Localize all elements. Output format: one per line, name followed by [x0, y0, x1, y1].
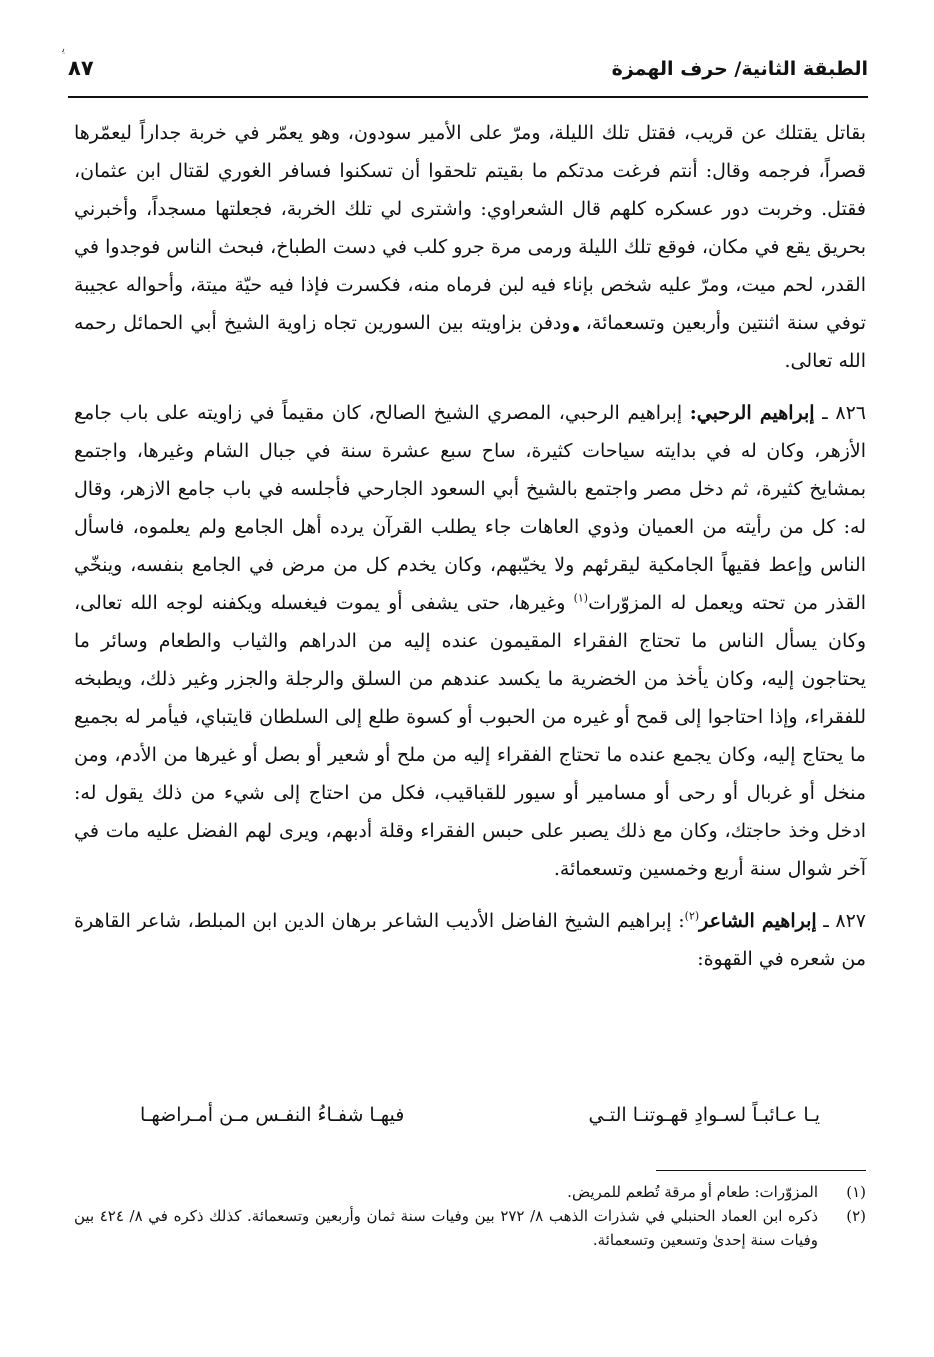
footnote-rule [656, 1170, 866, 1171]
poem-verse [140, 1104, 820, 1144]
page-number: ٨٧ [68, 56, 94, 80]
header-rule [68, 96, 868, 98]
footnote-1 [74, 1180, 866, 1204]
paragraph-text: بقاتل يقتلك عن قريب، فقتل تلك الليلة، ومرّ على الأمير سودون، وهو يعمّر في خربة جداراً ليعمّرها قصراً، فرجمه وقال: أنتم فرغت مدتكم ما بقيتم تلحقوا أن تسكنوا فسافر الغوري لقتال ابن عثمان، فقتل. وخربت دور عسكره كلهم قال الشعراوي: واشترى لي تلك الخربة، فجعلتها مسجداً، وأخبرني بحريق يقع في مكان، فوقع تلك الليلة ورمى مرة جرو كلب في دست الطباخ، فبحث الناس فوجدوا في القدر، لحم ميت، ومرّ عليه شخص بإناء فيه لبن فرماه منه، فكسرت فإذا فيه حيّة ميتة، وأحواله عجيبة توفي سنة اثنتين وأربعين وتسعمائة، [74, 122, 866, 334]
paragraph-text-end: ودفن بزاويته بين السورين تجاه زاوية الشيخ أبي الحمائل رحمه الله تعالى. [74, 312, 866, 372]
paragraph-continuation [74, 114, 866, 380]
entry-text-continued: وغيرها، حتى يشفى أو يموت فيغسله ويكفنه لوجه الله تعالى، وكان يسأل الناس ما تحتاج الفقراء المقيمون عنده إليه من الدراهم والثياب والطعام وسائر ما يحتاجون إليه، وكان يأخذ من الخضرية ما يكسد عندهم من السلق والرجلة والجزر وغير ذلك، ويطبخه للفقراء، وإذا احتاجوا إلى قمح أو غيره من الحبوب أو كسوة طلع إلى السلطان قايتباي، فيأمر له بجميع ما يحتاج إليه، وكان يجمع عنده ما تحتاج الفقراء إليه من ملح أو شعير أو بصل أو غيرها من الأدم، ومن منخل أو غربال أو رحى أو مسامير أو سيور للقباقيب، فكل من احتاج إلى شيء من ذلك يقول له: ادخل وخذ حاجتك، وكان مع ذلك يصبر على حبس الفقراء وقلة أدبهم، ويرى لهم الفضل عليه مات في آخر شوال سنة أربع وخمسين وتسعمائة. [74, 592, 866, 880]
page-header [68, 56, 868, 96]
footnotes [74, 1180, 866, 1252]
entry-826 [74, 394, 866, 888]
entry-text: إبراهيم الرحبي، المصري الشيخ الصالح، كان مقيماً في زاويته على باب جامع الأزهر، وكان له في بدايته سياحات كثيرة، ساح سبع عشرة سنة في جبال الشام وغيرها، واجتمع بمشايخ كثيرة، ثم دخل مصر واجتمع بالشيخ أبي السعود الجارحي فأجلسه في باب جامع الازهر، وقال له: كل من رأيته من العميان وذوي العاهات جاء يطلب القرآن يرده أهل الجامع ولم يعلموه، فاسأل الناس وإعط فقيهاً الجامكية ليقرئهم ولا يخيّبهم، وكان يخدم كل من مرض في الجامع بنفسه، وينخّي القذر من تحته ويعمل له المزوّرات [74, 402, 867, 614]
footnote-text: ذكره ابن العماد الحنبلي في شذرات الذهب ٨/ ٢٧٢ بين وفيات سنة ثمان وأربعين وتسعمائة. كذلك ذكره في ٨/ ٤٢٤ بين وفيات سنة إحدىٰ وتسعين وتسعمائة. [74, 1207, 819, 1249]
running-head: الطبقة الثانية/ حرف الهمزة [611, 58, 868, 80]
footnote-ref: (٢) [684, 909, 700, 923]
poem-hemistich-second: فيهـا شفـاءُ النفـس مـن أمـراضهـا [140, 1104, 405, 1126]
poem-hemistich-first: يـا عـائبـاً لسـوادِ قهـوتنـا التـي [588, 1104, 820, 1126]
entry-text: : إبراهيم الشيخ الفاضل الأديب الشاعر برهان الدين ابن المبلط، شاعر القاهرة من شعره في القهوة: [74, 910, 866, 970]
footnote-mark: (١) [846, 1183, 866, 1201]
entry-number: ٨٢٦ ـ [822, 402, 866, 424]
entry-name: إبراهيم الشاعر [699, 910, 817, 932]
footnote-2 [74, 1204, 866, 1252]
entry-name: إبراهيم الرحبي: [689, 402, 815, 424]
footnote-mark: (٢) [846, 1207, 866, 1225]
main-text [74, 114, 866, 978]
entry-number: ٨٢٧ ـ [823, 910, 867, 932]
bullet-mark [573, 326, 579, 332]
entry-827 [74, 902, 866, 978]
footnote-text: المزوّرات: طعام أو مرقة تُطعم للمريض. [567, 1183, 818, 1201]
footnote-ref: (١) [573, 591, 589, 605]
corner-mark: ﻳ [62, 42, 66, 55]
